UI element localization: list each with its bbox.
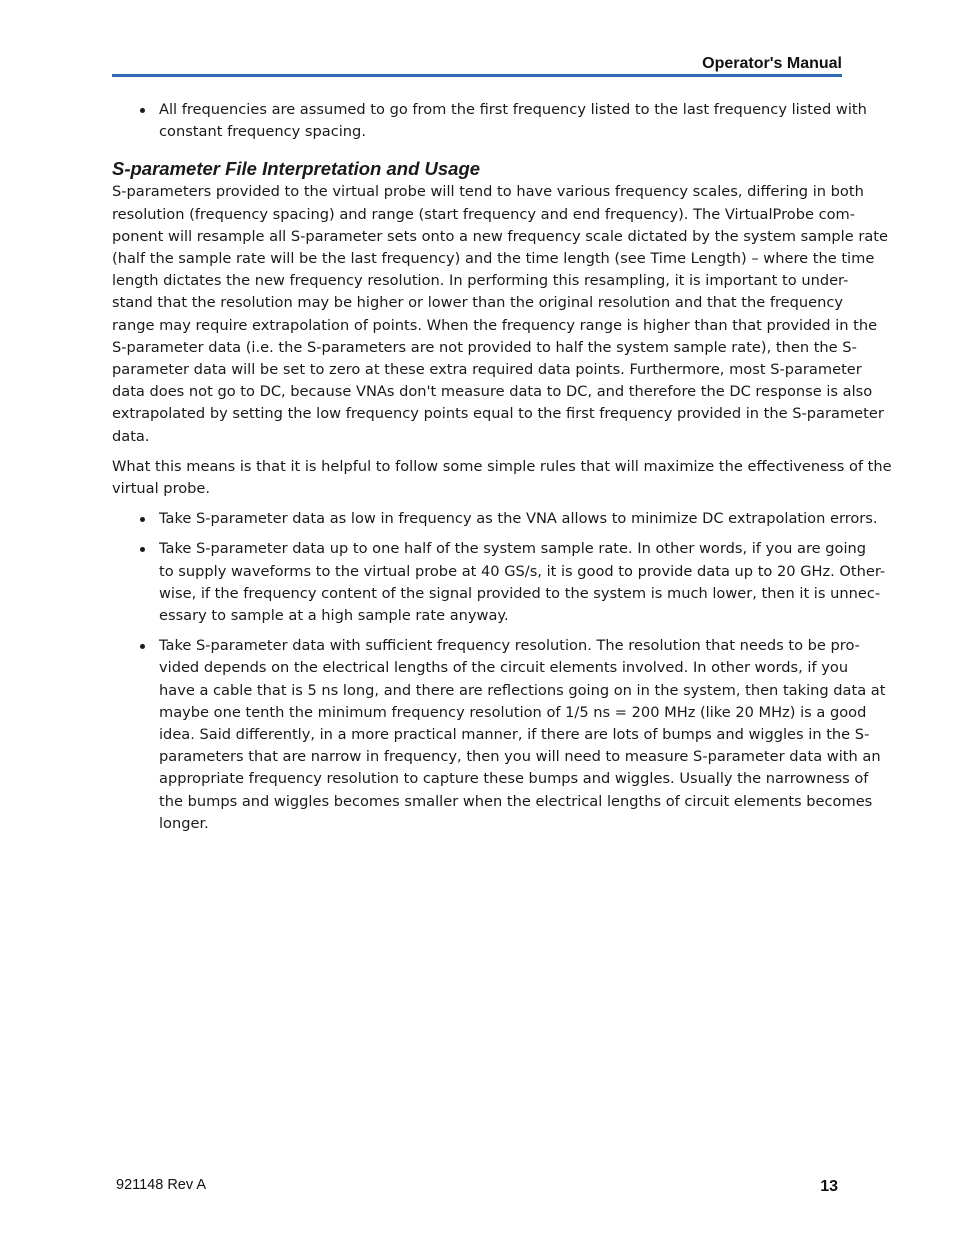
text-line: resolution (frequency spacing) and range (start frequency and end frequency). The VirtualProbe com- bbox=[112, 205, 856, 223]
text-line: idea. Said differently, in a more practical manner, if there are lots of bumps and wiggles in the S- bbox=[159, 726, 870, 744]
text-line: wise, if the frequency content of the signal provided to the system is much lower, then it is unnec- bbox=[159, 584, 881, 602]
intro-bullet-item bbox=[112, 99, 867, 143]
rules-bullet-list bbox=[112, 508, 886, 835]
text-line: Take S-parameter data up to one half of the system sample rate. In other words, if you are going bbox=[159, 540, 867, 558]
text-line: stand that the resolution may be higher or lower than the original resolution and that the frequency bbox=[112, 294, 844, 312]
section-heading: S-parameter File Interpretation and Usage bbox=[112, 158, 481, 180]
rule-bullet-item bbox=[112, 538, 886, 627]
rule-bullet-item bbox=[112, 635, 886, 835]
bullet-icon bbox=[140, 108, 145, 113]
page-content bbox=[112, 99, 892, 843]
text-line: parameter data will be set to zero at these extra required data points. Furthermore, most S-parameter bbox=[112, 361, 862, 379]
text-line: All frequencies are assumed to go from the first frequency listed to the last frequency listed with bbox=[159, 101, 867, 118]
text-line: the bumps and wiggles becomes smaller when the electrical lengths of circuit elements becomes bbox=[159, 792, 873, 810]
intro-bullet-list bbox=[112, 99, 867, 143]
bullet-icon bbox=[140, 644, 145, 649]
footer-doc-number: 921148 Rev A bbox=[116, 1177, 207, 1193]
text-line: parameters that are narrow in frequency, then you will need to measure S-parameter data with an bbox=[159, 748, 881, 766]
text-line: longer. bbox=[159, 814, 209, 832]
bullet-icon bbox=[140, 517, 145, 522]
footer-page-number: 13 bbox=[820, 1178, 838, 1195]
text-line: to supply waveforms to the virtual probe at 40 GS/s, it is good to provide data up to 20 GHz. Other- bbox=[159, 562, 886, 580]
paragraph-rules-intro bbox=[112, 456, 892, 500]
text-line: constant frequency spacing. bbox=[159, 123, 366, 141]
text-line: data. bbox=[112, 427, 150, 445]
text-line: What this means is that it is helpful to follow some simple rules that will maximize the effectiveness of the bbox=[112, 457, 892, 475]
text-line: vided depends on the electrical lengths of the circuit elements involved. In other words, if you bbox=[159, 659, 849, 677]
text-line: appropriate frequency resolution to capture these bumps and wiggles. Usually the narrowness of bbox=[159, 770, 869, 788]
text-line: essary to sample at a high sample rate anyway. bbox=[159, 607, 509, 625]
text-line: S-parameter data (i.e. the S-parameters are not provided to half the system sample rate), then the S- bbox=[112, 338, 857, 356]
text-line: extrapolated by setting the low frequency points equal to the first frequency provided in the S-parameter bbox=[112, 405, 884, 423]
bullet-icon bbox=[140, 547, 145, 552]
text-line: virtual probe. bbox=[112, 480, 211, 498]
header-rule bbox=[112, 74, 842, 77]
text-line: ponent will resample all S-parameter sets onto a new frequency scale dictated by the system sample rate bbox=[112, 227, 888, 245]
text-line: maybe one tenth the minimum frequency resolution of 1/5 ns = 200 MHz (like 20 MHz) is a good bbox=[159, 703, 867, 721]
text-line: Take S-parameter data with sufficient frequency resolution. The resolution that needs to be pro- bbox=[159, 637, 860, 655]
text-line: have a cable that is 5 ns long, and there are reflections going on in the system, then taking data at bbox=[159, 681, 886, 699]
page-header-title: Operator's Manual bbox=[702, 55, 842, 72]
text-line: Take S-parameter data as low in frequency as the VNA allows to minimize DC extrapolation errors. bbox=[159, 510, 878, 528]
text-line: S-parameters provided to the virtual probe will tend to have various frequency scales, differing in both bbox=[112, 183, 864, 201]
text-line: (half the sample rate will be the last frequency) and the time length (see Time Length) – where the time bbox=[112, 250, 875, 268]
text-line: range may require extrapolation of points. When the frequency range is higher than that provided in the bbox=[112, 316, 878, 334]
text-line: data does not go to DC, because VNAs don't measure data to DC, and therefore the DC response is also bbox=[112, 383, 873, 401]
paragraph-resampling bbox=[112, 181, 888, 447]
text-line: length dictates the new frequency resolution. In performing this resampling, it is important to under- bbox=[112, 272, 849, 290]
rule-bullet-item bbox=[112, 508, 878, 530]
